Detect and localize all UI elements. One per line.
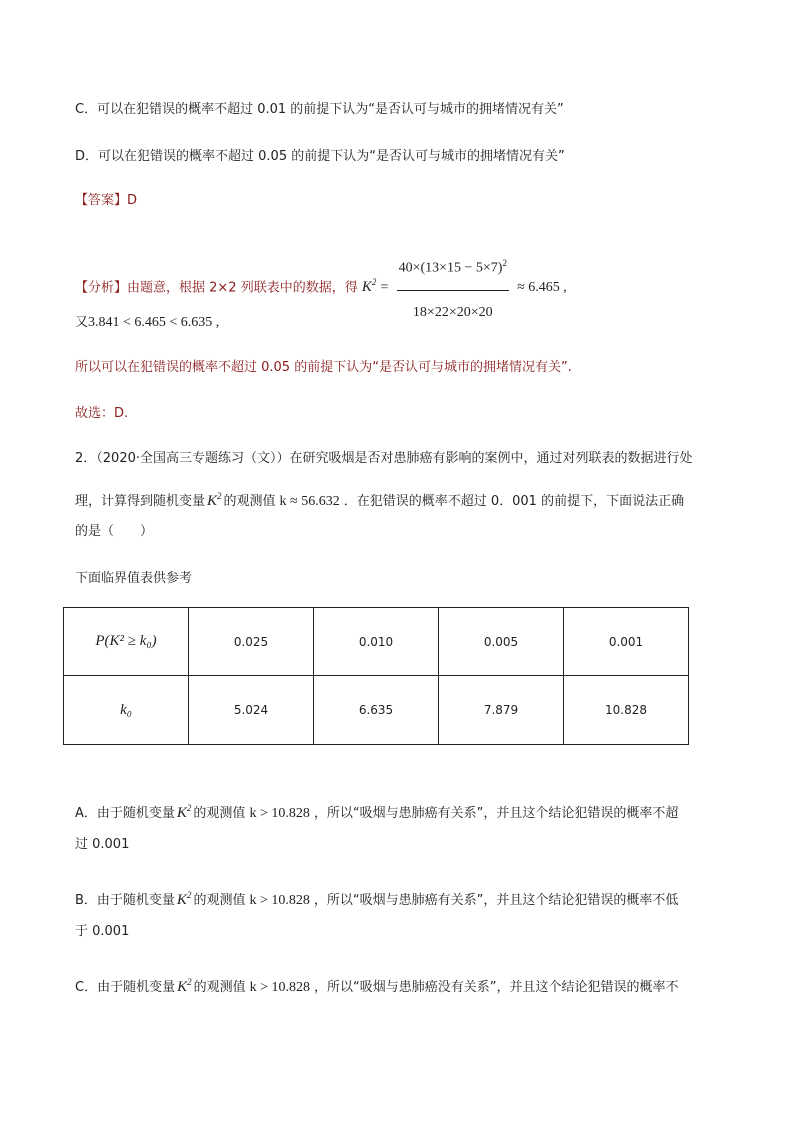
option-b-line2: 于 0.001 — [75, 924, 130, 939]
k-squared: $K^2$ — [361, 277, 377, 296]
option-d-text: D．可以在犯错误的概率不超过 0.05 的前提下认为“是否认可与城市的拥堵情况有关” — [75, 149, 565, 164]
option-a-line2: 过 0.001 — [75, 837, 130, 852]
option-c2-line1: C．由于随机变量 $K^2$ 的观测值 k > 10.828 ，所以“吸烟与患肺癌没有关系”，并且这个结论犯错误的概率不 — [75, 977, 679, 995]
q2-line1: 2．（2020·全国高三专题练习（文））在研究吸烟是否对患肺癌有影响的案例中，通过对列联表的数据进行处 — [75, 451, 693, 466]
numerator: $40\times(13\times 15 - 5\times 7)^2$ — [397, 243, 509, 291]
analysis-tag: 【分析】 — [75, 280, 128, 296]
answer-line — [75, 191, 137, 211]
result: ≈ 6.465 , — [517, 280, 567, 296]
analysis-text: 由题意，根据 2×2 列联表中的数据，得 — [127, 280, 358, 296]
k-squared: $K^2$ — [207, 491, 222, 509]
also-expr: 3.841 < 6.465 < 6.635 , — [88, 315, 220, 330]
equals-sign: = — [380, 280, 389, 296]
table-cell: 7.879 — [439, 676, 564, 745]
also-prefix: 又 — [75, 315, 89, 330]
table-row — [64, 608, 689, 676]
option-a-line1: A．由于随机变量 $K^2$ 的观测值 k > 10.828 ，所以“吸烟与患肺癌有关系”，并且这个结论犯错误的概率不超 — [75, 803, 679, 821]
fraction — [397, 243, 509, 333]
option-c-text: C．可以在犯错误的概率不超过 0.01 的前提下认为“是否认可与城市的拥堵情况有关” — [75, 102, 564, 117]
table-cell: 10.828 — [564, 676, 689, 745]
option-b-line1: B．由于随机变量 $K^2$ 的观测值 k > 10.828 ，所以“吸烟与患肺癌有关系”，并且这个结论犯错误的概率不低 — [75, 890, 679, 908]
table-header-p: P(K² ≥ k₀) — [64, 608, 189, 676]
answer-tag: 【答案】 — [75, 193, 128, 208]
q2-line3: 的是（ ） — [75, 524, 154, 539]
observed-value: k ≈ 56.632 — [279, 494, 340, 509]
critical-value-table — [63, 607, 689, 745]
table-cell: 6.635 — [314, 676, 439, 745]
table-cell: 0.010 — [314, 608, 439, 676]
table-header-k0: k₀ — [64, 676, 189, 745]
answer-value: D — [127, 193, 138, 208]
table-cell: 0.001 — [564, 608, 689, 676]
denominator: 18×22×20×20 — [412, 304, 493, 320]
table-cell: 0.025 — [189, 608, 314, 676]
q2-line2: 理，计算得到随机变量 $K^2$ 的观测值 k ≈ 56.632 ．在犯错误的概率不超过 0．001 的前提下，下面说法正确 — [75, 491, 685, 509]
reference-caption: 下面临界值表供参考 — [75, 571, 193, 586]
table-row — [64, 676, 689, 745]
table-cell: 0.005 — [439, 608, 564, 676]
conclusion-line: 所以可以在犯错误的概率不超过 0.05 的前提下认为“是否认可与城市的拥堵情况有关”. — [75, 360, 572, 375]
table-cell: 5.024 — [189, 676, 314, 745]
choose-line: 故选：D. — [75, 406, 129, 421]
also-line — [75, 313, 219, 333]
